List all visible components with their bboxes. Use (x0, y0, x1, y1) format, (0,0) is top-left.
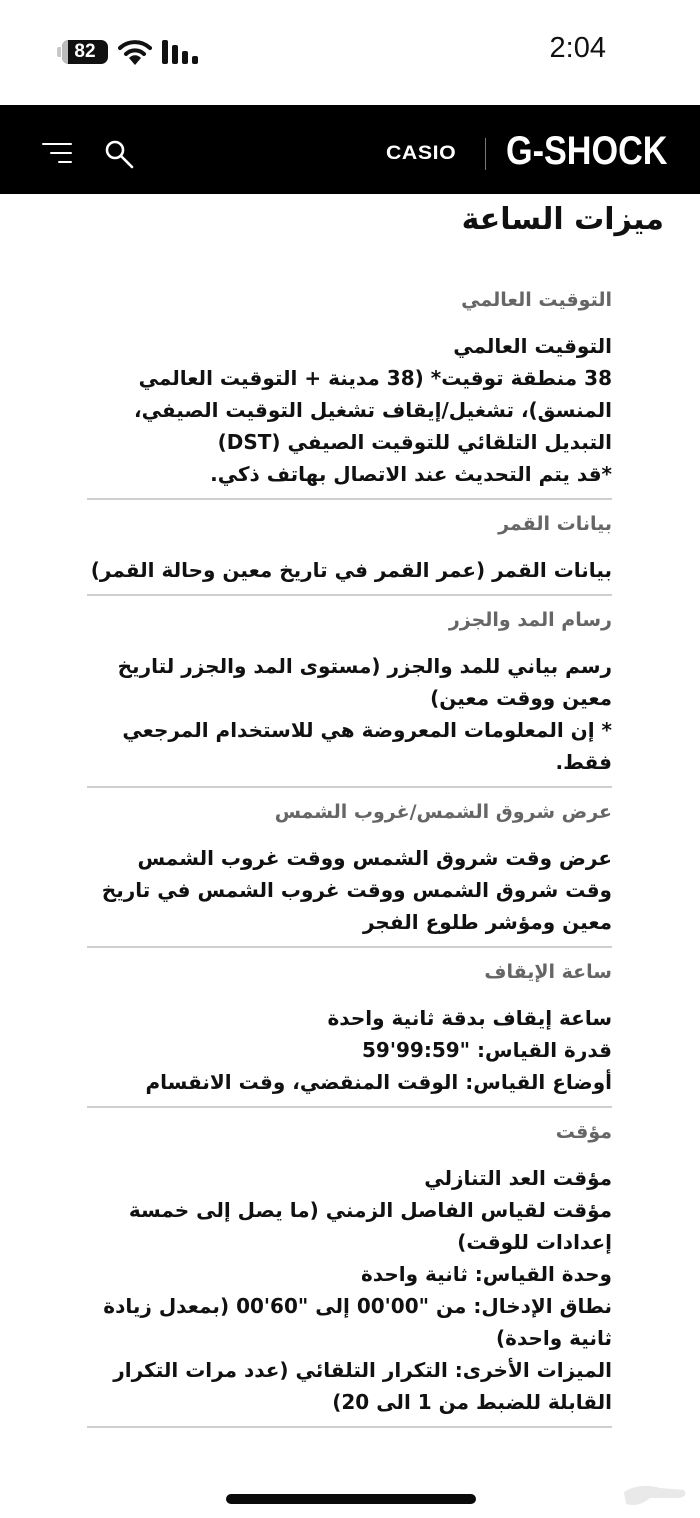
feature-heading: ساعة الإيقاف (484, 961, 612, 983)
feature-line: الميزات الأخرى: التكرار التلقائي (عدد مرات التكرار القابلة للضبط من 1 الى 20) (113, 1358, 612, 1414)
feature-line: التوقيت العالمي (453, 334, 612, 358)
feature-description (87, 314, 612, 498)
feature-sunrise-sunset (87, 788, 612, 948)
feature-line: نطاق الإدخال: من "00'00 إلى "60'00 (بمعدل زيادة ثانية واحدة) (103, 1294, 612, 1350)
feature-line: مؤقت لقياس الفاصل الزمني (ما يصل إلى خمسة إعدادات للوقت) (128, 1198, 612, 1254)
feature-description (87, 1146, 612, 1426)
feature-line: رسم بياني للمد والجزر (مستوى المد والجزر لتاريخ معين ووقت معين) (117, 654, 612, 710)
feature-description (87, 538, 612, 594)
feature-description (87, 634, 612, 786)
feature-heading: مؤقت (555, 1121, 612, 1143)
feature-description (87, 826, 612, 946)
menu-icon[interactable] (42, 141, 72, 165)
home-indicator[interactable] (226, 1494, 476, 1504)
feature-line: بيانات القمر (عمر القمر في تاريخ معين وحالة القمر) (90, 558, 612, 582)
feature-line: 38 منطقة توقيت* (38 مدينة + التوقيت العالمي المنسق)، تشغيل/إيقاف تشغيل التوقيت الصيفي، التبديل التلقائي للتوقيت الصيفي (DST) (133, 366, 612, 454)
feature-heading: عرض شروق الشمس/غروب الشمس (274, 801, 612, 823)
feature-line: قدرة القياس: "99:59'59 (362, 1038, 612, 1062)
feature-line: * إن المعلومات المعروضة هي للاستخدام المرجعي فقط. (122, 718, 612, 774)
feature-line: ساعة إيقاف بدقة ثانية واحدة (327, 1006, 612, 1030)
gshock-logo[interactable]: G-SHOCK (506, 127, 668, 173)
watermark-logo-icon (620, 1478, 690, 1514)
casio-logo[interactable]: CASIO (386, 143, 457, 164)
feature-line: مؤقت العد التنازلي (424, 1166, 612, 1190)
feature-world-time (87, 286, 612, 500)
feature-heading: بيانات القمر (498, 513, 612, 535)
page-title: ميزات الساعة (461, 202, 664, 237)
feature-moon-data (87, 500, 612, 596)
feature-line: وحدة القياس: ثانية واحدة (360, 1262, 612, 1286)
feature-heading: رسام المد والجزر (448, 609, 612, 631)
feature-stopwatch (87, 948, 612, 1108)
feature-line: وقت شروق الشمس ووقت غروب الشمس في تاريخ معين ومؤشر طلوع الفجر (101, 878, 612, 934)
feature-line: *قد يتم التحديث عند الاتصال بهاتف ذكي. (210, 462, 612, 486)
status-time: 2:04 (549, 32, 606, 64)
wifi-icon (118, 38, 152, 66)
battery-level: 82 (74, 41, 96, 62)
battery-nub (57, 47, 61, 57)
cellular-signal-icon (162, 40, 200, 64)
feature-line: أوضاع القياس: الوقت المنقضي، وقت الانقسام (145, 1070, 612, 1094)
feature-timer (87, 1108, 612, 1428)
battery-icon (62, 40, 108, 64)
search-icon[interactable] (103, 138, 135, 170)
logo-divider (485, 138, 486, 170)
feature-description (87, 986, 612, 1106)
feature-tide-graph (87, 596, 612, 788)
status-bar (0, 0, 700, 105)
feature-heading: التوقيت العالمي (461, 289, 612, 311)
feature-list (87, 286, 612, 1428)
feature-line: عرض وقت شروق الشمس ووقت غروب الشمس (137, 846, 612, 870)
